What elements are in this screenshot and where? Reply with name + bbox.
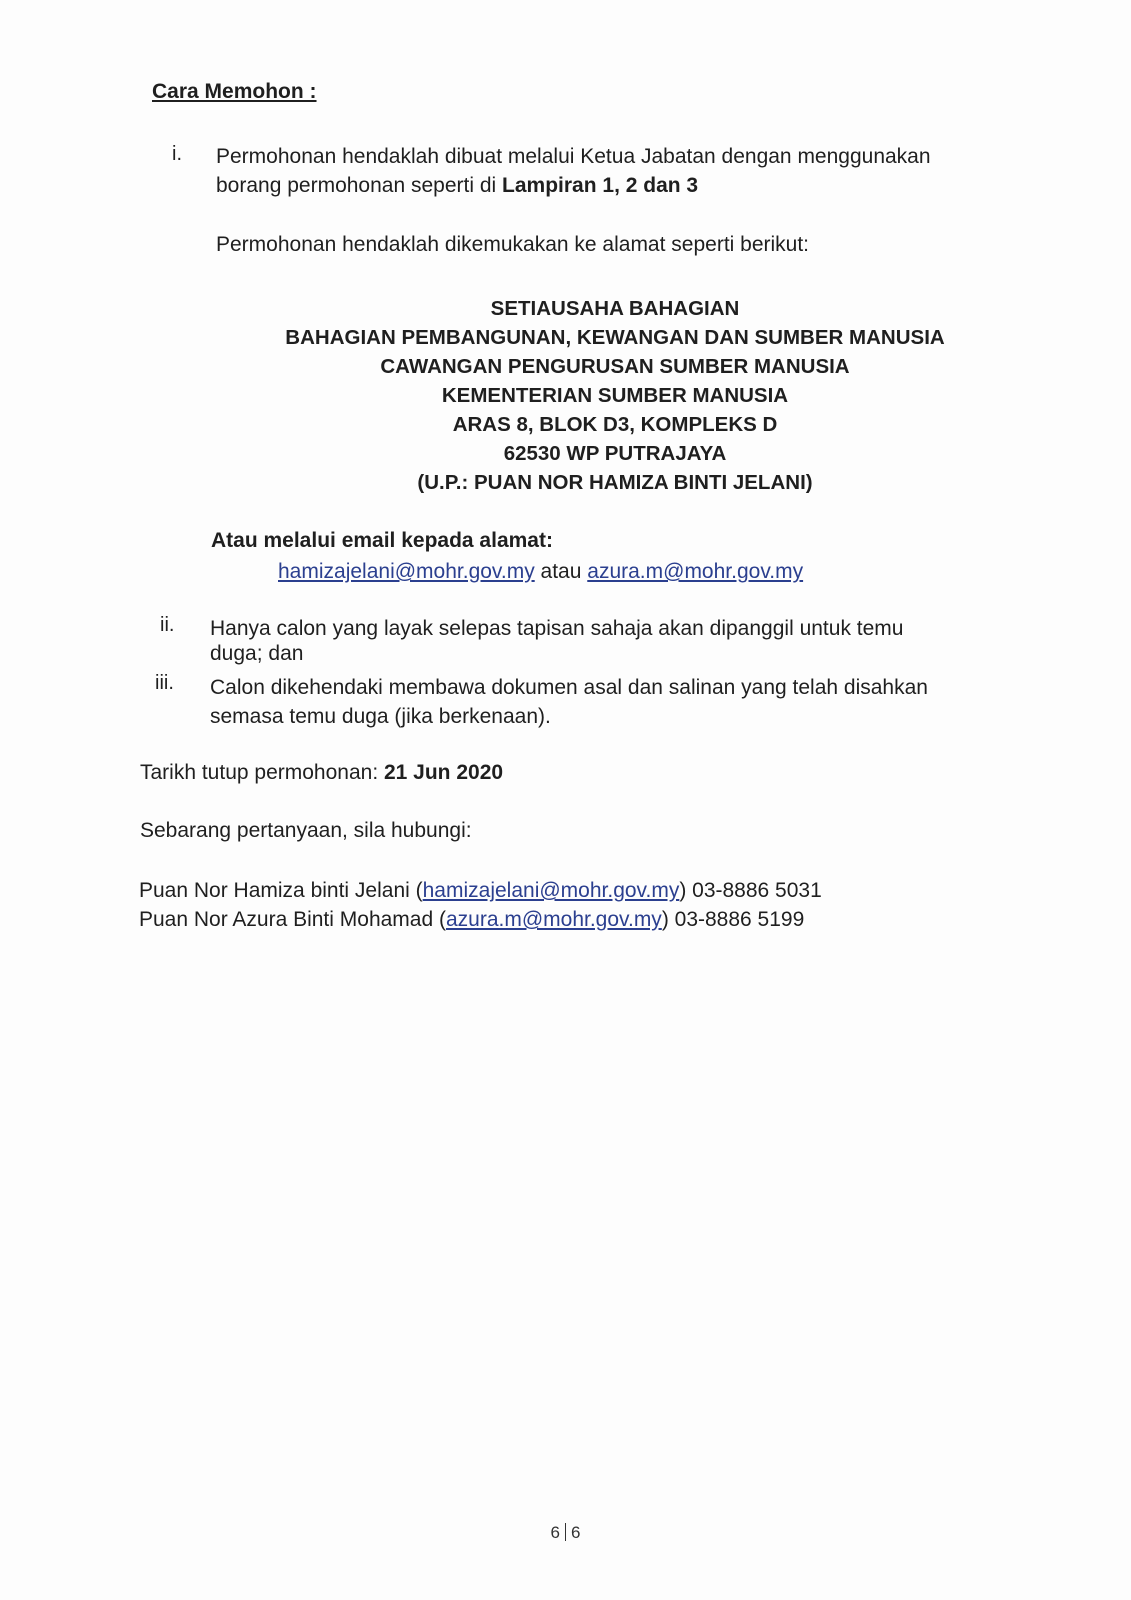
contact-email-link[interactable]: azura.m@mohr.gov.my: [445, 908, 662, 931]
item-3-line-1: Calon dikehendaki membawa dokumen asal dan salinan yang telah disahkan: [210, 676, 928, 699]
contact-email-link[interactable]: hamizajelani@mohr.gov.my: [422, 879, 680, 902]
address-line: CAWANGAN PENGURUSAN SUMBER MANUSIA: [380, 355, 850, 378]
address-line: KEMENTERIAN SUMBER MANUSIA: [441, 384, 789, 407]
item-2-line-1: Hanya calon yang layak selepas tapisan sahaja akan dipanggil untuk temu: [210, 617, 904, 640]
page-number-total: 6: [571, 1523, 581, 1542]
page-number-current: 6: [550, 1523, 560, 1542]
item-3-line-2: semasa temu duga (jika berkenaan).: [210, 705, 551, 728]
email-intro: Atau melalui email kepada alamat:: [211, 529, 553, 552]
closing-date-value: 21 Jun 2020: [383, 761, 504, 784]
address-intro: Permohonan hendaklah dikemukakan ke alamat seperti berikut:: [216, 233, 810, 256]
email-link-azura[interactable]: azura.m@mohr.gov.my: [587, 560, 804, 583]
address-line: SETIAUSAHA BAHAGIAN: [490, 297, 740, 320]
page-number: [0, 1523, 1131, 1543]
contact-phone: ) 03-8886 5199: [661, 908, 805, 931]
enquiry-text: Sebarang pertanyaan, sila hubungi:: [140, 819, 472, 842]
contact-phone: ) 03-8886 5031: [679, 879, 822, 902]
address-block: [230, 294, 1000, 497]
item-1-line-2-prefix: borang permohonan seperti di: [216, 174, 503, 197]
item-1-marker: i.: [172, 143, 182, 165]
item-2-text: [210, 614, 1010, 665]
section-heading: Cara Memohon :: [152, 80, 317, 103]
item-1-line-2: [216, 171, 1016, 200]
contact-name: Puan Nor Hamiza binti Jelani (: [139, 879, 423, 902]
contact-name: Puan Nor Azura Binti Mohamad (: [139, 908, 446, 931]
contact-row: [139, 905, 804, 934]
item-1-line-1: Permohonan hendaklah dibuat melalui Ketua Jabatan dengan menggunakan: [216, 145, 931, 168]
email-connector: atau: [540, 560, 582, 583]
address-line: ARAS 8, BLOK D3, KOMPLEKS D: [452, 413, 778, 436]
item-2-line-2: duga; dan: [210, 642, 304, 665]
lampiran-reference: Lampiran 1, 2 dan 3: [502, 174, 699, 197]
address-line: (U.P.: PUAN NOR HAMIZA BINTI JELANI): [417, 471, 813, 494]
item-1-text: [216, 142, 1016, 200]
email-link-hamiza[interactable]: hamizajelani@mohr.gov.my: [278, 560, 535, 583]
closing-date-label: Tarikh tutup permohonan:: [140, 761, 384, 784]
item-3-text: [210, 673, 1010, 731]
page-number-separator: [565, 1523, 566, 1541]
address-line: BAHAGIAN PEMBANGUNAN, KEWANGAN DAN SUMBER MANUSIA: [285, 326, 945, 349]
address-line: 62530 WP PUTRAJAYA: [503, 442, 727, 465]
contact-row: [139, 876, 822, 905]
closing-date-line: [140, 758, 503, 787]
item-2-marker: ii.: [160, 614, 175, 636]
email-line: [278, 557, 803, 586]
item-3-marker: iii.: [155, 672, 174, 694]
